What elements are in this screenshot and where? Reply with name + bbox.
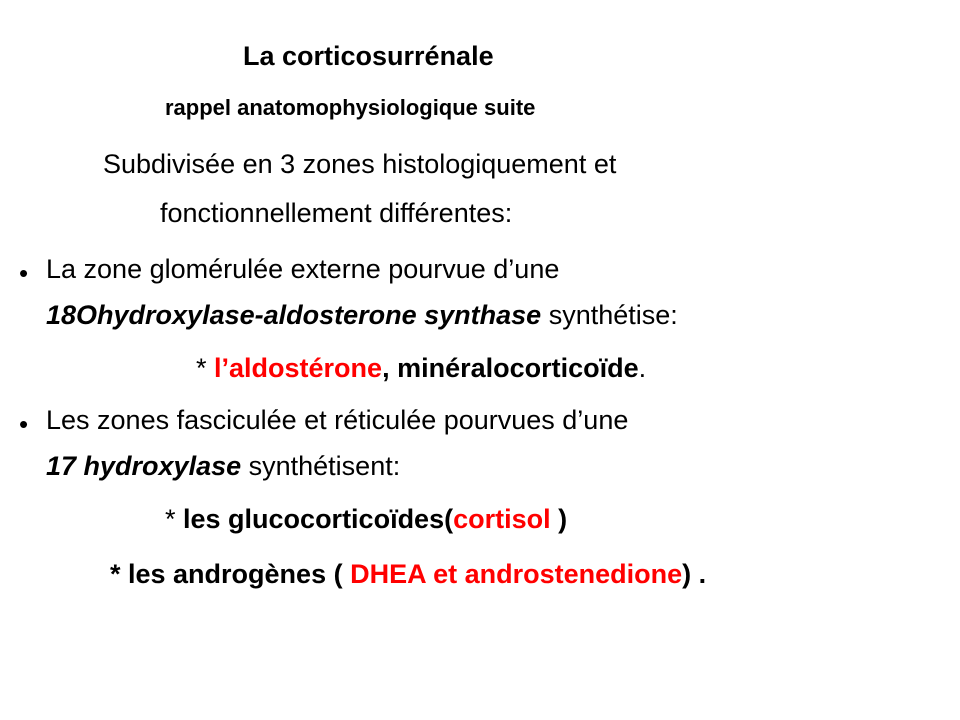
bullet-2-item-2	[110, 561, 706, 588]
bullet-2-item-1	[165, 506, 567, 533]
hormone-aldosterone: l’aldostérone	[214, 353, 383, 383]
item-end: ) .	[682, 559, 707, 589]
hormone-dhea-androstenedione: DHEA et androstenedione	[350, 559, 683, 589]
enzyme-aldosterone-synthase: 18Ohydroxylase-aldosterone synthase	[46, 300, 542, 330]
bullet-1-verb: synthétise:	[541, 300, 678, 330]
bullet-1-line-1: La zone glomérulée externe pourvue d’une	[46, 254, 560, 284]
hormone-cortisol: cortisol	[453, 504, 551, 534]
hormone-class: , minéralocorticoïde	[382, 353, 639, 383]
glucocorticoids-label: les glucocorticoïdes(	[183, 504, 454, 534]
slide-title: La corticosurrénale	[243, 41, 494, 71]
bullet-icon: •	[19, 258, 29, 288]
item-marker: *	[196, 353, 215, 383]
bullet-2-line-2	[46, 453, 400, 480]
item-end: .	[638, 353, 647, 383]
slide-subtitle: rappel anatomophysiologique suite	[165, 95, 536, 120]
bullet-icon: •	[19, 409, 29, 439]
androgens-label: * les androgènes (	[110, 559, 351, 589]
enzyme-17-hydroxylase: 17 hydroxylase	[46, 451, 242, 481]
bullet-1-item	[196, 355, 646, 382]
bullet-1-line-2	[46, 302, 678, 329]
item-marker: *	[165, 504, 184, 534]
bullet-2-verb: synthétisent:	[241, 451, 401, 481]
intro-line-2: fonctionnellement différentes:	[160, 198, 513, 228]
item-end: )	[550, 504, 568, 534]
intro-line-1: Subdivisée en 3 zones histologiquement et	[103, 149, 617, 179]
bullet-2-line-1: Les zones fasciculée et réticulée pourvues d’une	[46, 405, 629, 435]
